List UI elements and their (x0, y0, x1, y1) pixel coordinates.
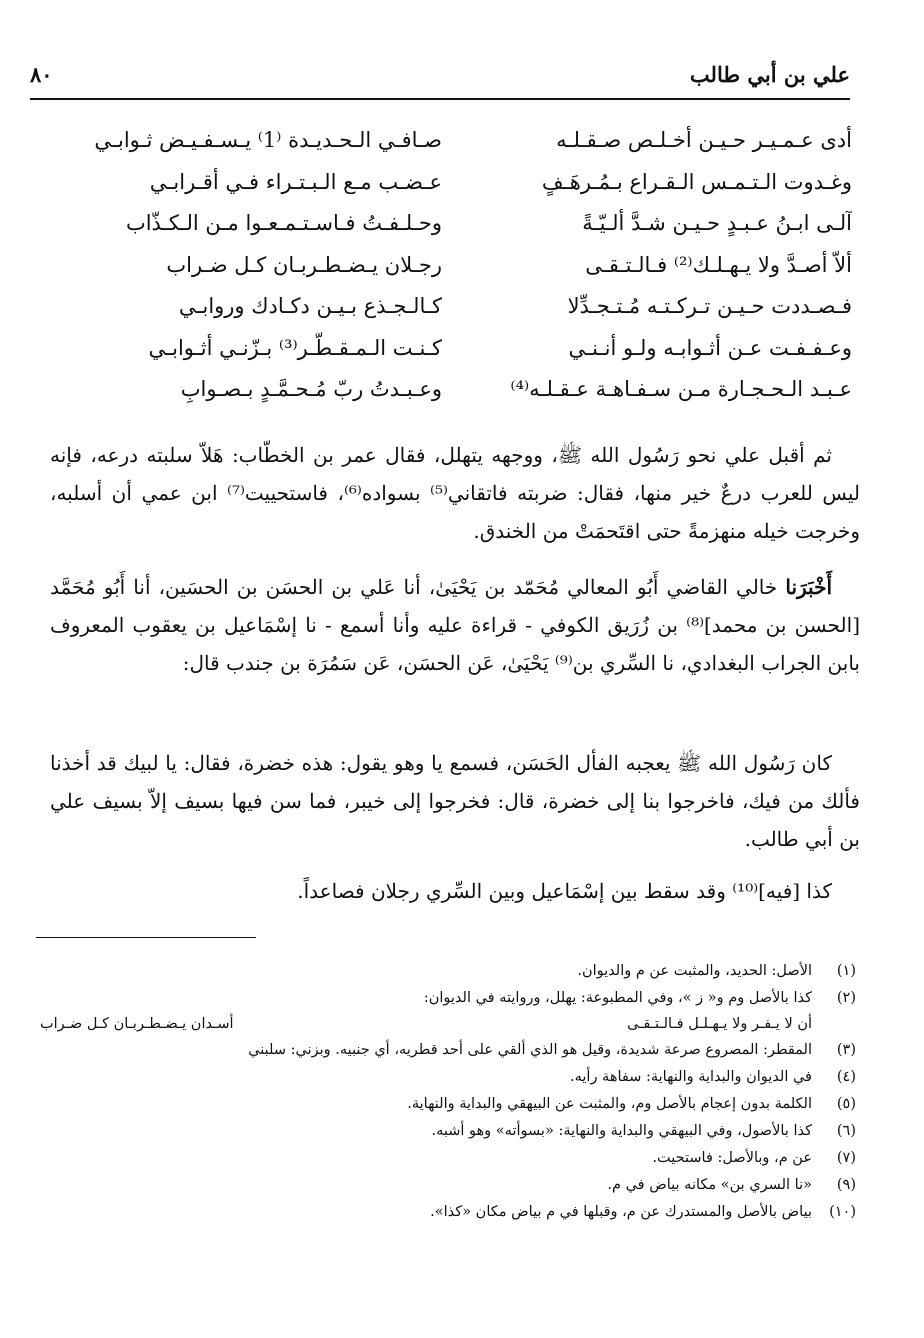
isnad-lead: أَخْبَرَنا (785, 575, 832, 599)
footnote-verse-first: أن لا يـفـر ولا يـهـلـل فـالـتـقـى (627, 1016, 812, 1032)
footnote-number: (٢) (836, 990, 856, 1006)
footnote (36, 1037, 856, 1064)
footnotes (36, 958, 856, 1226)
verse-hemistich: كـالـجـذع بـيـن دكـادك وروابـي (178, 294, 442, 318)
verse-hemistich: كـنـت الـمـقـطّـر⁽³⁾ بـزّنـي أثـوابـي (148, 335, 442, 360)
footnote-text: في الديوان والبداية والنهاية: سفاهة رأيه. (570, 1069, 812, 1085)
verse-hemistich: عـضـب مـع الـبـتـراء فـي أقـرابـي (149, 169, 442, 194)
footnote (36, 1199, 856, 1226)
footnote-number: (٩) (836, 1177, 856, 1193)
footnote-number: (٥) (836, 1096, 856, 1112)
footnote-number: (١) (836, 963, 856, 979)
paragraph (50, 568, 860, 682)
footnote-text: بياض بالأصل والمستدرك عن م، وقبلها في م بياض مكان «كذا». (430, 1204, 812, 1220)
paragraph-text: كان رَسُول الله ﷺ يعجبه الفأل الحَسَن، فسمع يا وهو يقول: هذه خضرة، فقال: يا لبيك قد أخذنا فألك من فيك، فاخرجوا بنا إلى خضرة، قال: فخرجوا إلى خيبر، فما سن فيها بسيف إلاّ بسيف علي بن أبي طالب. (50, 751, 860, 851)
footnote-number: (٣) (836, 1042, 856, 1058)
footnote (36, 1172, 856, 1199)
verse-hemistich: وحـلـفـتُ فـاسـتـمـعـوا مـن الـكـذّاب (125, 211, 442, 235)
footnote (36, 985, 856, 1012)
paragraph-text: ثم أقبل علي نحو رَسُول الله ﷺ، ووجهه يتهلل، فقال عمر بن الخطّاب: هَلاّ سلبته درعه، فإنه ليس للعرب درعٌ خير منها، فقال: ضربته فاتقاني⁽⁵⁾ بسواده⁽⁶⁾، فاستحييت⁽⁷⁾ ابن عمي أن أسلبه، وخرجت خيله منهزمةً حتى اقتَحمَتْ من الخندق. (50, 443, 861, 543)
verse-hemistich: وغـدوت الـتـمـس الـقـراع بـمُـرهَـفٍ (541, 169, 852, 194)
footnote-number: (٦) (836, 1123, 856, 1139)
footnote-number: (٤) (836, 1069, 856, 1085)
running-header (30, 58, 850, 100)
verse-hemistich: رجـلان يـضـطـربـان كـل ضـراب (166, 252, 442, 277)
footnote-number: (١٠) (829, 1204, 856, 1220)
footnote-text: الكلمة بدون إعجام بالأصل وم، والمثبت عن البيهقي والبداية والنهاية. (407, 1096, 812, 1112)
paragraph-text: كذا [فيه]⁽¹⁰⁾ وقد سقط بين إسْمَاعيل وبين السِّري رجلان فصاعداً. (297, 879, 832, 903)
footnote-text: كذا بالأصل وم و« ز »، وفي المطبوعة: يهلل، وروايته في الديوان: (423, 990, 812, 1006)
footnote-number: (٧) (836, 1150, 856, 1166)
page-number: ٨٠ (30, 62, 53, 87)
poem-first-hemistichs (462, 120, 852, 411)
footnote-verse (36, 1012, 856, 1037)
verse-hemistich: فـصـددت حـيـن تـركـتـه مُـتـجـدِّلا (567, 294, 852, 318)
footnote-text: كذا بالأصول، وفي البيهقي والبداية والنهاية: «بسوأته» وهو أشبه. (431, 1123, 812, 1139)
footnote (36, 1091, 856, 1118)
verse-hemistich: صـافـي الـحـديـدة ⁽1⁾ يـسـفـيـض ثـوابـي (94, 128, 442, 152)
verse-hemistich: أدى عـمـيـر حـيـن أخـلـص صـقـلـه (556, 128, 852, 152)
verse-hemistich: عـبـد الـحـجـارة مـن سـفـاهـة عـقـلـه⁽⁴⁾ (510, 377, 852, 401)
verse-hemistich: وعـفـفـت عـن أثـوابـه ولـو أنـنـي (568, 335, 852, 360)
footnote (36, 1145, 856, 1172)
poem-second-hemistichs (52, 120, 442, 411)
paragraph (50, 872, 860, 910)
footnote (36, 958, 856, 985)
footnote-text: المقطر: المصروع صرعة شديدة، وقيل هو الذي ألقي على أحد قطريه، أي جنبيه. وبزني: سلبني (248, 1042, 812, 1058)
paragraph (50, 744, 860, 858)
footnote-text: «نا السري بن» مكانه بياض في م. (607, 1177, 812, 1193)
verse-hemistich: آلـى ابـنُ عـبـدٍ حـيـن شـدَّ ألـيّـةً (582, 211, 852, 235)
footnote-verse-second: أسـدان يـضـطـربـان كـل ضـراب (40, 1016, 234, 1032)
poem (52, 120, 852, 410)
footnote-separator (36, 937, 256, 938)
footnote-text: عن م، وبالأصل: فاستحيت. (652, 1150, 812, 1166)
footnote (36, 1064, 856, 1091)
verse-hemistich: ألاّ أصـدَّ ولا يـهـلـك⁽²⁾ فـالـتـقـى (585, 252, 852, 277)
paragraph (50, 436, 860, 550)
paragraph-text: خالي القاضي أَبُو المعالي مُحَمّد بن يَحْيَىٰ، أنا عَلي بن الحسَن بن الحسَين، أنا أَبُو مُحَمَّد [الحسن بن محمد]⁽⁸⁾ بن زُرَيق الكوفي - قراءة عليه وأنا أسمع - نا إسْمَاعيل بن يعقوب المعروف بابن الجراب البغدادي، نا السِّري بن⁽⁹⁾ يَحْيَىٰ، عَن الحسَن، عَن سَمُرَة بن جندب قال: (50, 575, 860, 675)
footnote-text: الأصل: الحديد، والمثبت عن م والديوان. (577, 963, 812, 979)
running-title: علي بن أبي طالب (689, 62, 850, 87)
footnote (36, 1118, 856, 1145)
verse-hemistich: وعـبـدتُ ربّ مُـحـمَّـدٍ بـصـوابِ (180, 377, 442, 401)
